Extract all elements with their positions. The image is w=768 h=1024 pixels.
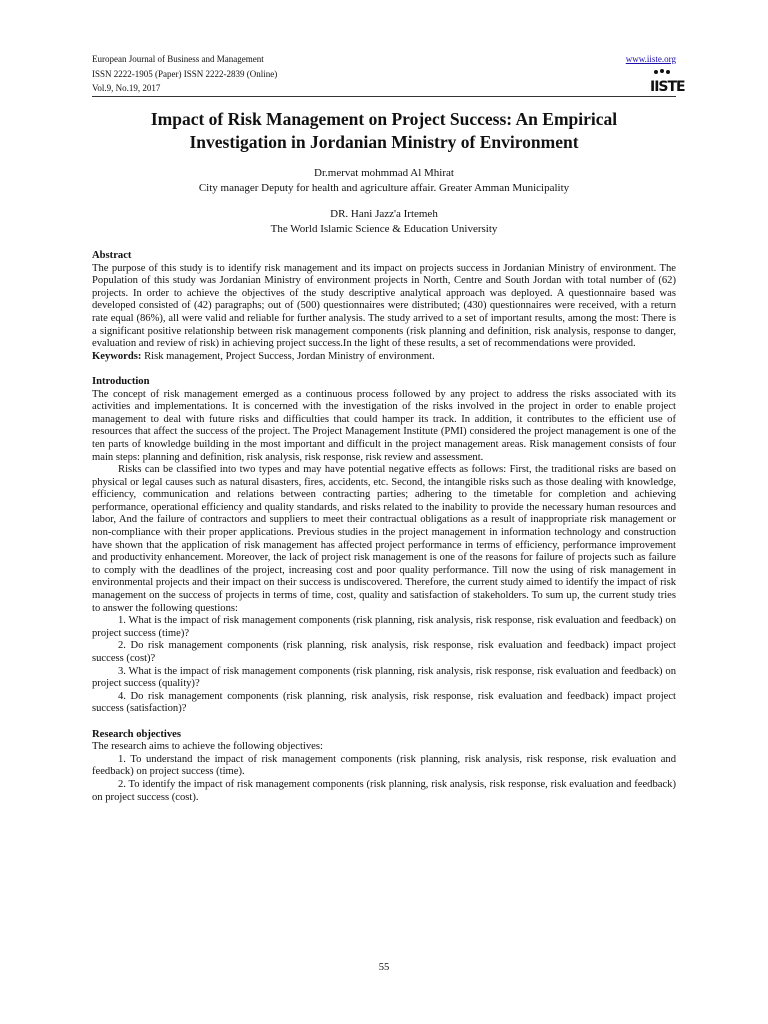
title-line-1: Impact of Risk Management on Project Success: An Empirical: [150, 109, 618, 129]
keywords-text: Risk management, Project Success, Jordan Ministry of environment.: [141, 350, 435, 362]
abstract-heading: Abstract: [92, 250, 132, 261]
objective-item: 2. To identify the impact of risk management components (risk planning, risk analysis, risk response, risk evaluation and feedback) on project success (cost).: [92, 778, 676, 803]
volume: Vol.9, No.19, 2017: [92, 83, 161, 93]
introduction-paragraph: The concept of risk management emerged as a continuous process followed by any project to address the risks associated with its activities and implementations. It is concerned with the investigation of the risks involved in the project in order to enable project management to deal with future risks and difficulties that could hamper its track. In addition, it contributes to the efficient use of resources that affect the success of the project. The Project Management Institute (PMI) considered the project management is one of the ten parts of knowledge building in the most important and difficult in the project management areas. Risk management consists of four main steps: planning and definition, risk analysis, risk response, risk review and assessment.: [92, 388, 676, 463]
objective-item: 1. To understand the impact of risk management components (risk planning, risk analysis, risk response, risk evaluation and feedback) on project success (time).: [92, 753, 676, 778]
author-block-2: [92, 207, 676, 236]
journal-header-right: [625, 52, 685, 99]
logo-dots-icon: [653, 68, 673, 78]
issn: ISSN 2222-1905 (Paper) ISSN 2222-2839 (Online): [92, 68, 278, 79]
research-question: 1. What is the impact of risk management components (risk planning, risk analysis, risk response, risk evaluation and feedback) on project success (time)?: [92, 615, 676, 639]
author-block-1: [92, 166, 676, 195]
author-name: DR. Hani Jazz'a Irtemeh: [330, 208, 438, 220]
header-rule: [92, 96, 676, 97]
objectives-intro: The research aims to achieve the following objectives:: [92, 741, 323, 753]
research-question: 4. Do risk management components (risk planning, risk analysis, risk response, risk evaluation and feedback) impact project success (satisfaction)?: [92, 690, 676, 715]
iiste-logo: [650, 68, 685, 95]
keywords-label: Keywords:: [92, 350, 142, 362]
introduction-paragraph: Risks can be classified into two types and may have potential negative effects as follows: First, the traditional risks are based on physical or legal causes such as natural disasters, fires, accidents, etc. Second, the intangible risks such as those dealing with knowledge, efficiency, communication and relations between contracting parties; adhering to the timetable for completion and achieving performance, operational efficiency and quality standards, and risks related to the inability to provide the necessary human resources and labor, And the failure of contractors and suppliers to meet their contractual obligations as a result of inappropriate risk management or non-compliance with their proper applications. Previous studies in the project management in information technology and construction have shown that the application of risk management has affected project performance in terms of efficiency, performance improvement and productivity enhancement. Moreover, the lack of project risk management is one of the reasons for failure of projects such as failure to comply with the deadlines of the project, increasing cost and poor quality performance. Till now the using of risk management in environmental projects and their impact on their success is undiscovered. Therefore, the current study aimed to identify the impact of risk management on the success of projects in terms of time, cost, quality and satisfaction of stakeholders. To sum up, the current study tries to answer the following questions:: [92, 464, 676, 614]
author-name: Dr.mervat mohmmad Al Mhirat: [314, 167, 454, 179]
journal-header: [92, 52, 277, 96]
keywords: [92, 351, 676, 364]
paper-body: [92, 250, 676, 804]
objectives-heading: Research objectives: [92, 728, 181, 740]
journal-url-link[interactable]: www.iiste.org: [625, 54, 676, 64]
page-number: 55: [378, 962, 390, 973]
author-affiliation: City manager Deputy for health and agriculture affair. Greater Amman Municipality: [198, 181, 570, 194]
author-affiliation: The World Islamic Science & Education University: [270, 222, 498, 235]
research-question: 2. Do risk management components (risk planning, risk analysis, risk response, risk evaluation and feedback) impact project success (cost)?: [92, 640, 676, 664]
introduction-heading: Introduction: [92, 375, 150, 387]
abstract-text: The purpose of this study is to identify risk management and its impact on projects success in Jordanian Ministry of environment. The Population of this study was Jordanian Ministry of environment projects in North, Centre and South Jordan with total number of (62) projects. In order to achieve the objectives of the study descriptive analytical approach was deployed. A questionnaire based was developed consisted of (42) paragraphs; out of (500) questionnaires were distributed; (430) questionnaires were received, with a return rate equal (86%), all were valid and reliable for further analysis. The study arrived to a set of important results, among the most: There is a significant positive relationship between risk management components (risk planning and definition, risk analysis, response to danger, evaluation and review of risk) in achieving project success.In the light of these results, a set of recommendations were provided.: [92, 262, 676, 350]
title-line-2: Investigation in Jordanian Ministry of Environment: [189, 132, 579, 152]
logo-text: IISTE: [650, 79, 685, 95]
research-question: 3. What is the impact of risk management components (risk planning, risk analysis, risk response, risk evaluation and feedback) on project success (quality)?: [92, 665, 676, 690]
paper-title: [92, 108, 676, 154]
journal-name: European Journal of Business and Management: [92, 54, 264, 64]
